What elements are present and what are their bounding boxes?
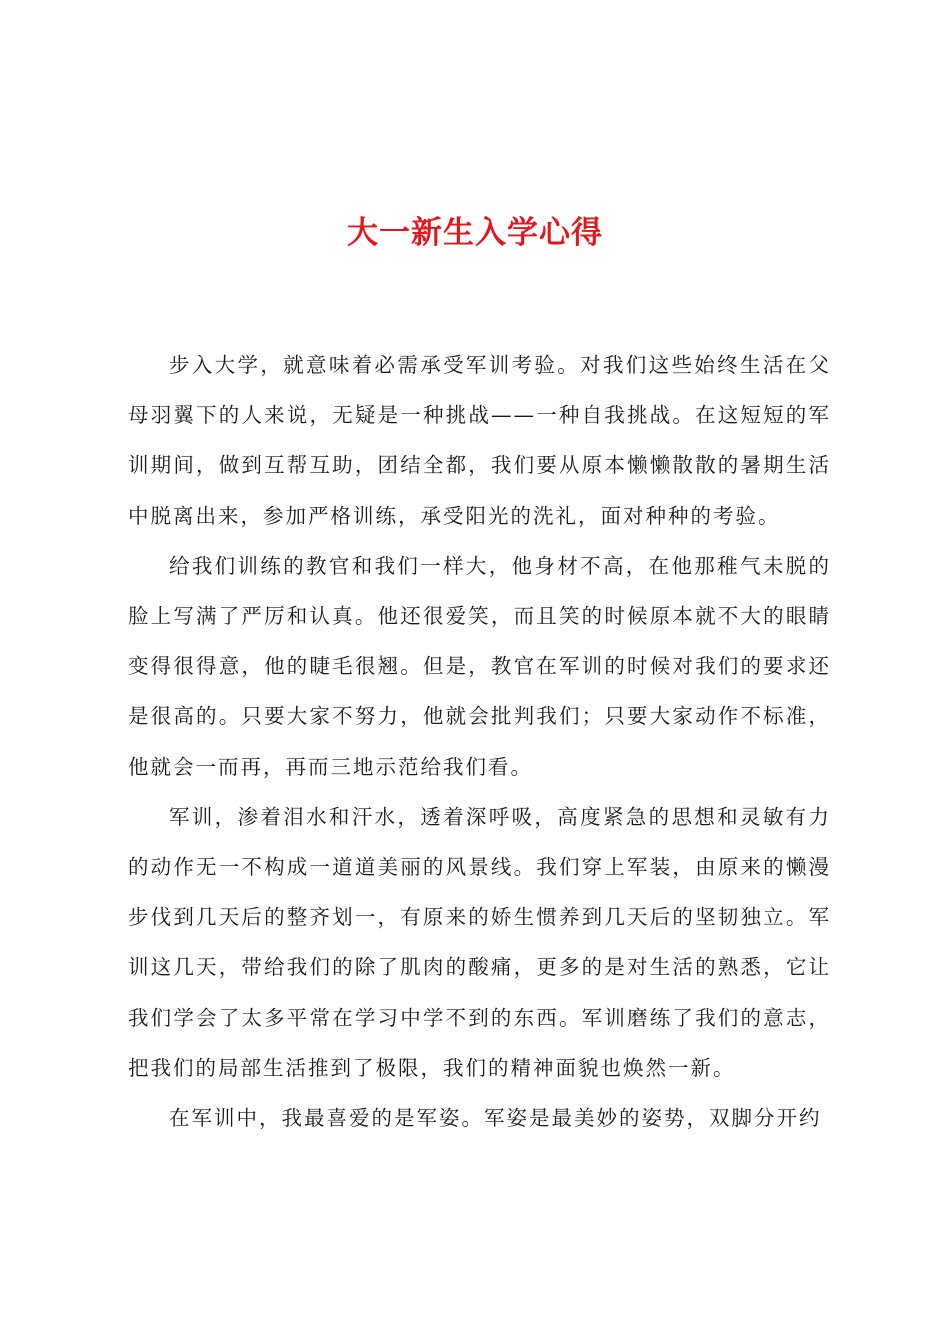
paragraph: 军训，渗着泪水和汗水，透着深呼吸，高度紧急的思想和灵敏有力的动作无一不构成一道道美丽的风景线。我们穿上军装，由原来的懒漫步伐到几天后的整齐划一，有原来的娇生惯养到几天后的坚韧独立。军训这几天，带给我们的除了肌肉的酸痛，更多的是对生活的熟悉，它让我们学会了太多平常在学习中学不到的东西。军训磨练了我们的意志，把我们的局部生活推到了极限，我们的精神面貌也焕然一新。 bbox=[128, 804, 831, 1080]
paragraph: 步入大学，就意味着必需承受军训考验。对我们这些始终生活在父母羽翼下的人来说，无疑是一种挑战——一种自我挑战。在这短短的军训期间，做到互帮互助，团结全都，我们要从原本懒懒散散的暑期生活中脱离出来，参加严格训练，承受阳光的洗礼，面对种种的考验。 bbox=[128, 353, 831, 528]
document-title: 大一新生入学心得 bbox=[347, 215, 603, 251]
document-body bbox=[128, 340, 831, 1143]
paragraph: 在军训中，我最喜爱的是军姿。军姿是最美妙的姿势，双脚分开约 bbox=[169, 1106, 822, 1131]
paragraph: 给我们训练的教官和我们一样大，他身材不高，在他那稚气未脱的脸上写满了严厉和认真。他还很爱笑，而且笑的时候原本就不大的眼睛变得很得意，他的睫毛很翘。但是，教官在军训的时候对我们的要求还是很高的。只要大家不努力，他就会批判我们；只要大家动作不标准，他就会一而再，再而三地示范给我们看。 bbox=[128, 553, 831, 779]
